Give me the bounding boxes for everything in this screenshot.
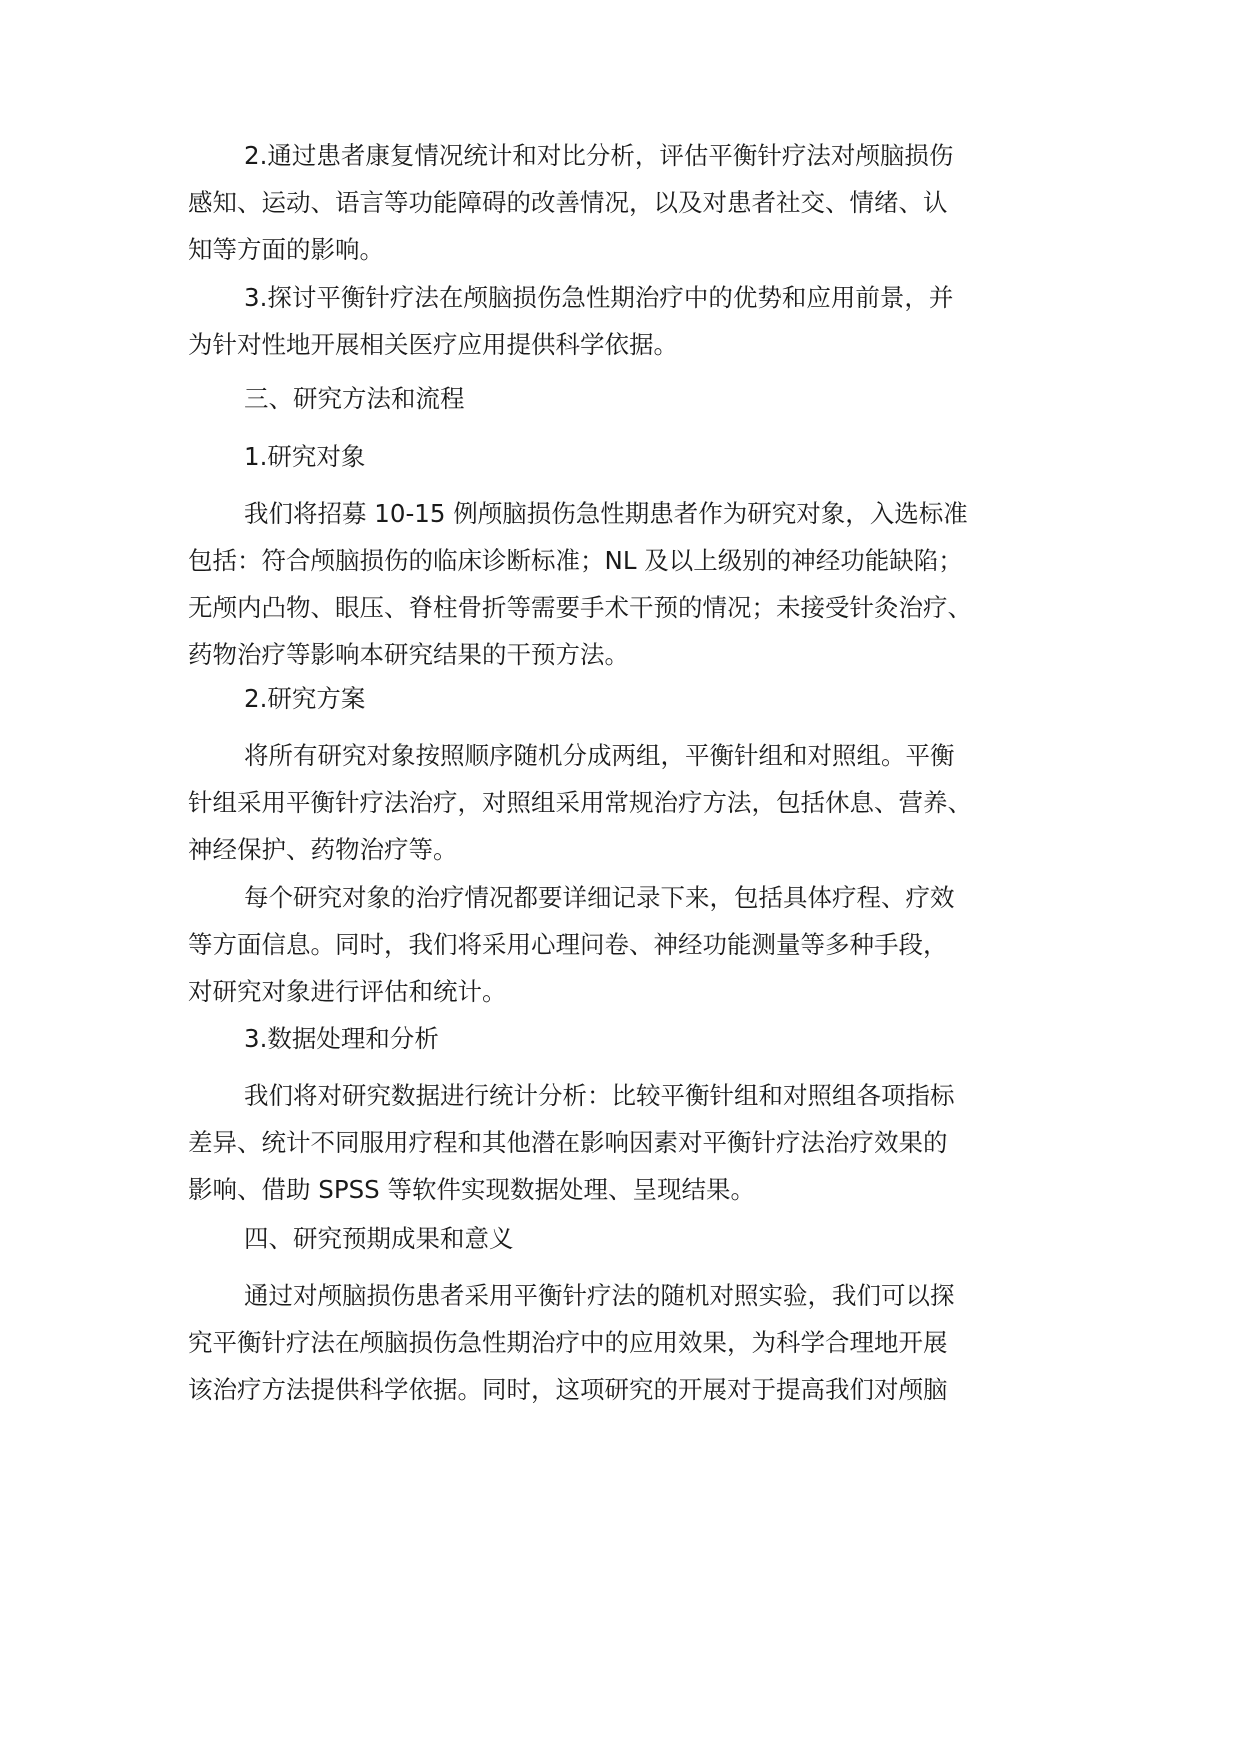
paragraph-plan-2 <box>188 874 1068 1015</box>
paragraph-objective-2 <box>188 132 1068 273</box>
subsection-heading-plan <box>188 675 1068 722</box>
text-line: 等方面信息。同时，我们将采用心理问卷、神经功能测量等多种手段， <box>188 930 948 959</box>
section-heading-outcomes <box>188 1215 1068 1262</box>
text-line: 无颅内凸物、眼压、脊柱骨折等需要手术干预的情况；未接受针灸治疗、 <box>188 593 972 622</box>
text-line: 3.探讨平衡针疗法在颅脑损伤急性期治疗中的优势和应用前景，并 <box>244 283 954 312</box>
text-line: 究平衡针疗法在颅脑损伤急性期治疗中的应用效果，为科学合理地开展 <box>188 1328 948 1357</box>
text-line: 该治疗方法提供科学依据。同时，这项研究的开展对于提高我们对颅脑 <box>188 1375 948 1404</box>
subsection-heading-subjects <box>188 433 1068 480</box>
text-line: 通过对颅脑损伤患者采用平衡针疗法的随机对照实验，我们可以探 <box>244 1281 955 1310</box>
heading-text: 三、研究方法和流程 <box>244 384 465 413</box>
heading-text: 3.数据处理和分析 <box>244 1024 439 1053</box>
paragraph-significance <box>188 1272 1068 1413</box>
text-line: 药物治疗等影响本研究结果的干预方法。 <box>188 640 629 669</box>
text-line: 针组采用平衡针疗法治疗，对照组采用常规治疗方法，包括休息、营养、 <box>188 788 972 817</box>
paragraph-data <box>188 1072 1068 1213</box>
heading-text: 1.研究对象 <box>244 442 366 471</box>
text-line: 对研究对象进行评估和统计。 <box>188 977 507 1006</box>
text-line: 将所有研究对象按照顺序随机分成两组，平衡针组和对照组。平衡 <box>244 741 955 770</box>
text-line: 为针对性地开展相关医疗应用提供科学依据。 <box>188 330 678 359</box>
text-line: 我们将招募 10-15 例颅脑损伤急性期患者作为研究对象，入选标准 <box>244 499 968 528</box>
text-line: 2.通过患者康复情况统计和对比分析，评估平衡针疗法对颅脑损伤 <box>244 141 954 170</box>
text-line: 我们将对研究数据进行统计分析：比较平衡针组和对照组各项指标 <box>244 1081 955 1110</box>
text-line: 影响、借助 SPSS 等软件实现数据处理、呈现结果。 <box>188 1175 756 1204</box>
heading-text: 2.研究方案 <box>244 684 366 713</box>
text-line: 差异、统计不同服用疗程和其他潜在影响因素对平衡针疗法治疗效果的 <box>188 1128 948 1157</box>
text-line: 包括：符合颅脑损伤的临床诊断标准；NL 及以上级别的神经功能缺陷； <box>188 546 963 575</box>
heading-text: 四、研究预期成果和意义 <box>244 1224 514 1253</box>
paragraph-subjects <box>188 490 1068 678</box>
section-heading-methods <box>188 375 1068 422</box>
text-line: 知等方面的影响。 <box>188 235 384 264</box>
paragraph-objective-3 <box>188 274 1068 368</box>
text-line: 感知、运动、语言等功能障碍的改善情况，以及对患者社交、情绪、认 <box>188 188 948 217</box>
paragraph-plan-1 <box>188 732 1068 873</box>
text-line: 每个研究对象的治疗情况都要详细记录下来，包括具体疗程、疗效 <box>244 883 955 912</box>
text-line: 神经保护、药物治疗等。 <box>188 835 458 864</box>
subsection-heading-data <box>188 1015 1068 1062</box>
